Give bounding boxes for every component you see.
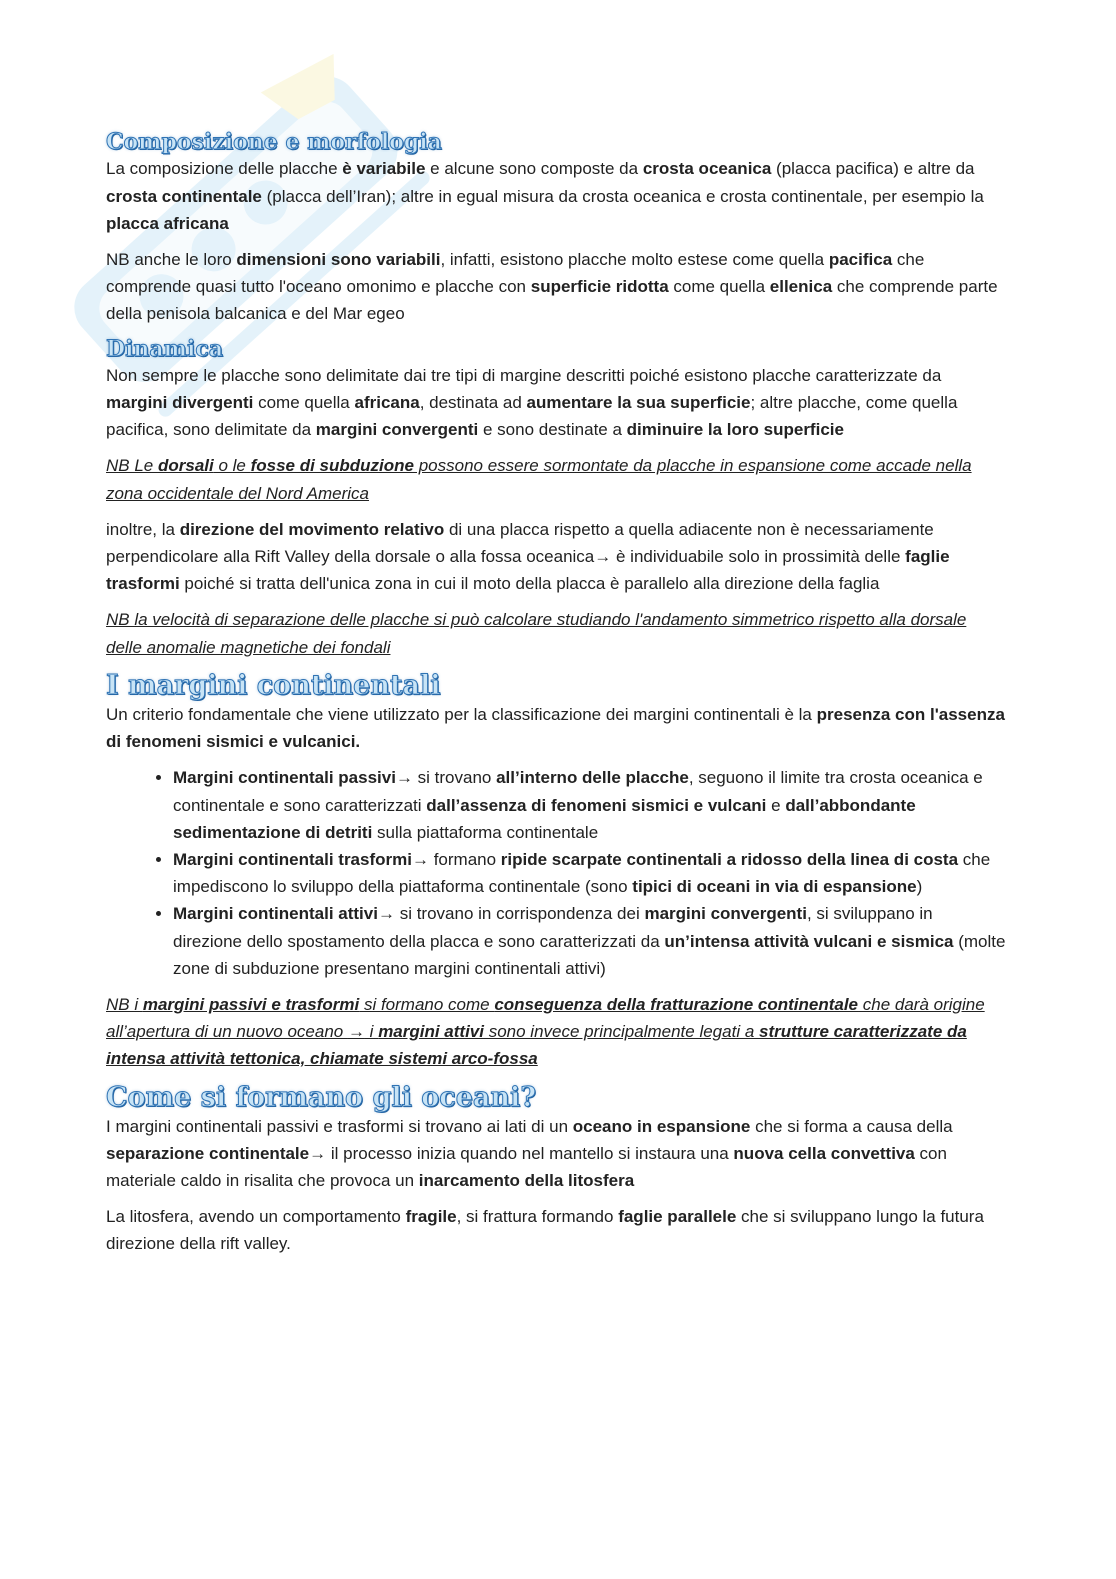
paragraph-dinamica-2: inoltre, la direzione del movimento relativo di una placca rispetto a quella adiacente non è necessariamente perpendicolare alla Rift Valley della dorsale o alla fossa oceanica→ è individuabile solo in prossimità delle faglie trasformi poiché si tratta dell'unica zona in cui il moto della placca è parallelo alla direzione della faglia <box>106 519 950 594</box>
arrow-right-icon: → <box>395 768 413 788</box>
arrow-right-icon: → <box>309 1143 327 1163</box>
document-page <box>106 128 1006 1267</box>
paragraph-margini-1: Un criterio fondamentale che viene utilizzato per la classificazione dei margini continentali è la presenza con l'assenza di fenomeni sismici e vulcanici. <box>106 704 1005 752</box>
paragraph-oceani-1: I margini continentali passivi e trasformi si trovano ai lati di un oceano in espansione che si forma a causa della separazione continentale→ il processo inizia quando nel mantello si instaura una nuova cella convettiva con materiale caldo in risalita che provoca un inarcamento della litosfera <box>106 1116 953 1190</box>
note-dinamica-1: NB Le dorsali o le fosse di subduzione possono essere sormontate da placche in espansione come accade nella zona occidentale del Nord America <box>106 456 972 503</box>
heading-margini: I margini continentali <box>106 669 441 701</box>
note-dinamica-2: NB la velocità di separazione delle placche si può calcolare studiando l'andamento simmetrico rispetto alla dorsale delle anomalie magnetiche dei fondali <box>106 610 967 657</box>
arrow-right-icon: → <box>594 547 612 567</box>
paragraph-dinamica-1: Non sempre le placche sono delimitate dai tre tipi di margine descritti poiché esistono placche caratterizzate da margini divergenti come quella africana, destinata ad aumentare la sua superficie; altre placche, come quella pacifica, sono delimitate da margini convergenti e sono destinate a diminuire la loro superficie <box>106 365 958 440</box>
list-item: • Margini continentali attivi→ si trovano in corrispondenza dei margini convergenti, si sviluppano in direzione dello spostamento della placca e sono caratterizzati da un’intensa attività vulcani e sismica (molte zone di subduzione presentano margini continentali attivi) <box>173 900 1006 982</box>
arrow-right-icon: → <box>377 904 395 924</box>
paragraph-composizione-1: La composizione delle placche è variabile e alcune sono composte da crosta oceanica (placca pacifica) e altre da crosta continentale (placca dell’Iran); altre in egual misura da crosta oceanica e crosta continentale, per esempio la placca africana <box>106 159 984 233</box>
heading-dinamica: Dinamica <box>106 335 223 362</box>
paragraph-oceani-2: La litosfera, avendo un comportamento fragile, si frattura formando faglie parallele che si sviluppano lungo la futura direzione della rift valley. <box>106 1207 984 1254</box>
margini-list <box>106 764 1006 982</box>
list-item: • Margini continentali trasformi→ formano ripide scarpate continentali a ridosso della linea di costa che impediscono lo sviluppo della piattaforma continentale (sono tipici di oceani in via di espansione) <box>173 846 1006 900</box>
note-margini: NB i margini passivi e trasformi si formano come conseguenza della fratturazione continentale che darà origine all’apertura di un nuovo oceano → i margini attivi sono invece principalmente legati a strutture caratterizzate da intensa attività tettonica, chiamate sistemi arco-fossa <box>106 994 985 1069</box>
heading-composizione: Composizione e morfologia <box>106 129 442 155</box>
heading-oceani: Come si formano gli oceani? <box>106 1081 537 1113</box>
list-item: • Margini continentali passivi→ si trovano all’interno delle placche, seguono il limite tra crosta oceanica e continentale e sono caratterizzati dall’assenza di fenomeni sismici e vulcani e dall’abbondante sedimentazione di detriti sulla piattaforma continentale <box>173 764 1006 846</box>
paragraph-composizione-2: NB anche le loro dimensioni sono variabili, infatti, esistono placche molto estese come quella pacifica che comprende quasi tutto l'oceano omonimo e placche con superficie ridotta come quella ellenica che comprende parte della penisola balcanica e del Mar egeo <box>106 249 998 324</box>
arrow-right-icon: → <box>347 1022 365 1042</box>
arrow-right-icon: → <box>411 849 429 869</box>
